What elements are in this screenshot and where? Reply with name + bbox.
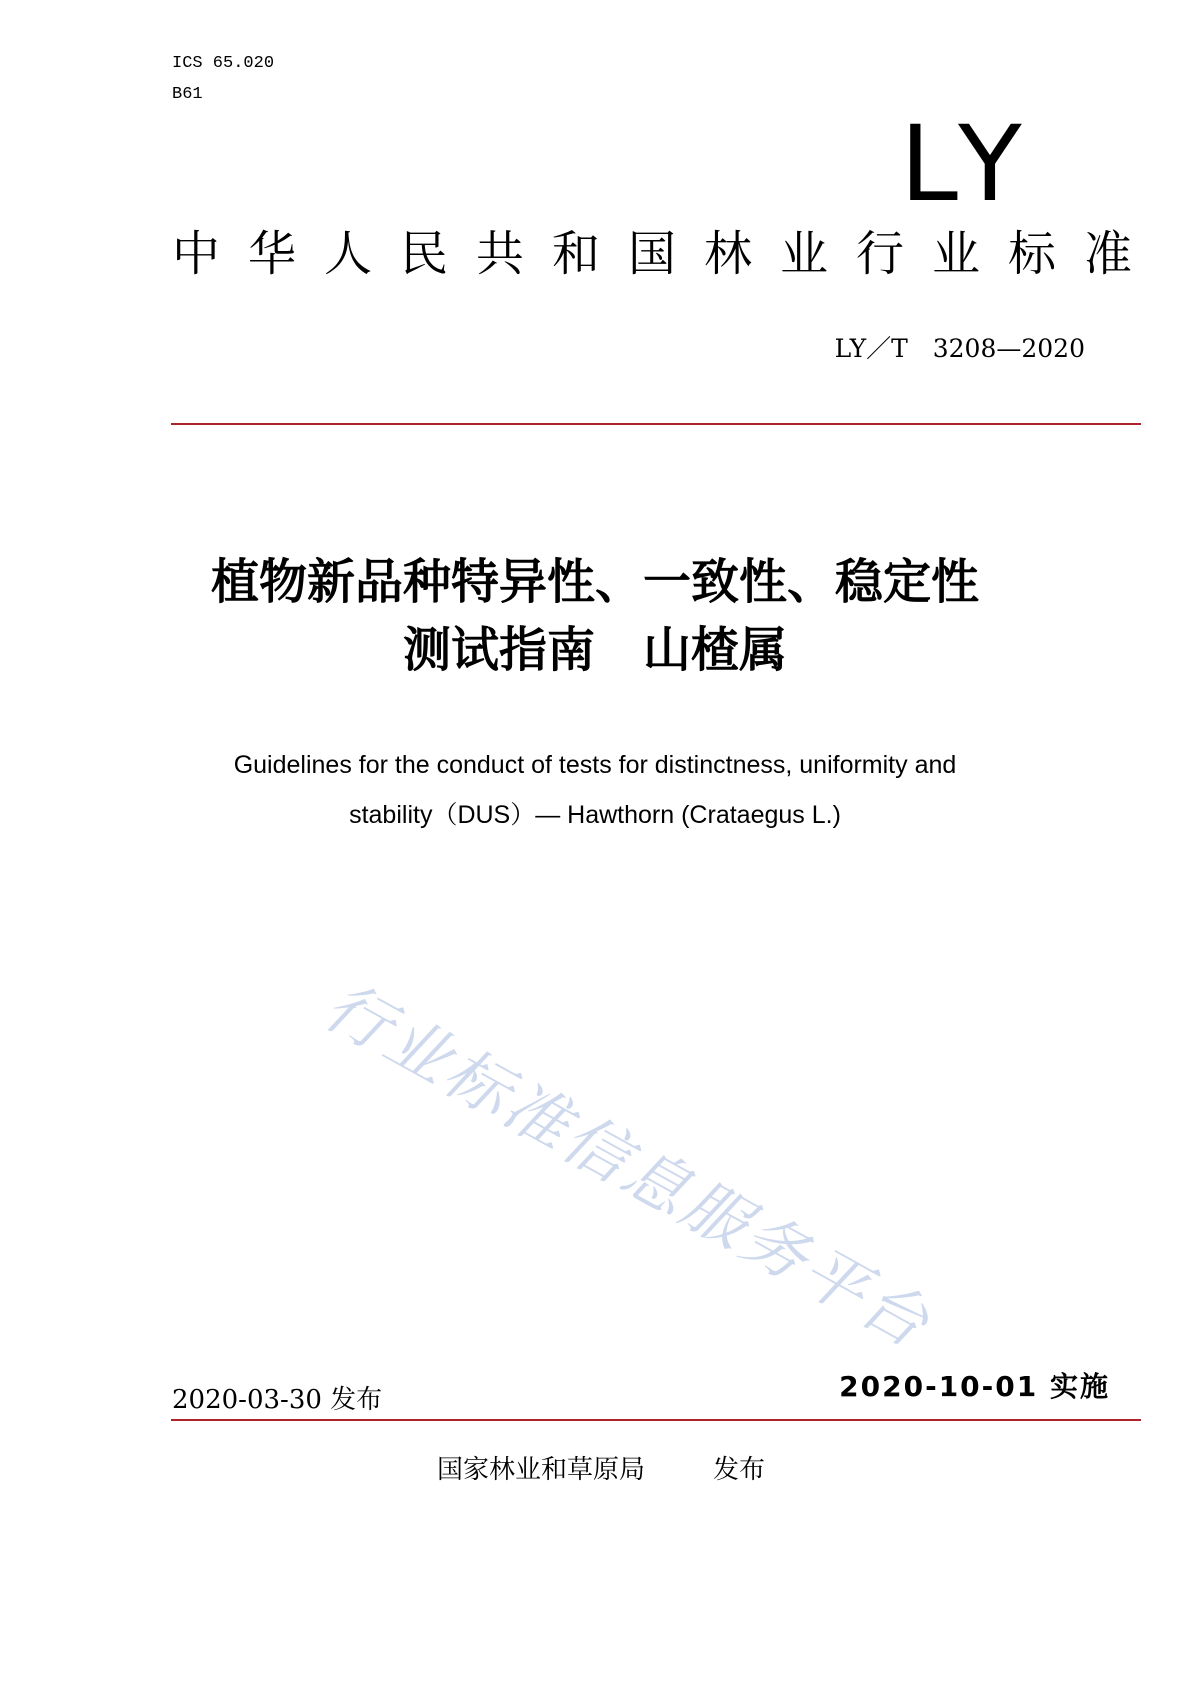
standard-number: LY／T 3208—2020 (834, 334, 1085, 363)
bottom-divider (171, 1419, 1141, 1421)
chinese-title-line-2: 测试指南 山楂属 (402, 622, 787, 678)
standard-category-title: 中华人民共和国林业行业标准 (172, 226, 1132, 282)
english-title-line-2: stability（DUS）— Hawthorn (Crataegus L.) (349, 801, 841, 829)
ccs-code: B61 (172, 85, 203, 104)
issuer-name: 国家林业和草原局 (437, 1455, 646, 1485)
chinese-title (0, 548, 1190, 684)
english-title (0, 740, 1190, 840)
standard-logo: LY (900, 103, 1036, 225)
chinese-title-line-1: 植物新品种特异性、一致性、稳定性 (210, 554, 979, 610)
watermark-text: 行业标准信息服务平台 (312, 969, 943, 1364)
top-divider (171, 423, 1141, 425)
watermark (312, 969, 1020, 1364)
issuer-line (437, 1454, 765, 1486)
english-title-line-1: Guidelines for the conduct of tests for distinctness, uniformity and (233, 751, 957, 779)
publish-date: 2020-03-30 发布 (172, 1385, 383, 1415)
issue-label: 发布 (713, 1455, 766, 1485)
ics-code: ICS 65.020 (172, 54, 275, 73)
implement-date: 2020-10-01 实施 (839, 1370, 1110, 1403)
